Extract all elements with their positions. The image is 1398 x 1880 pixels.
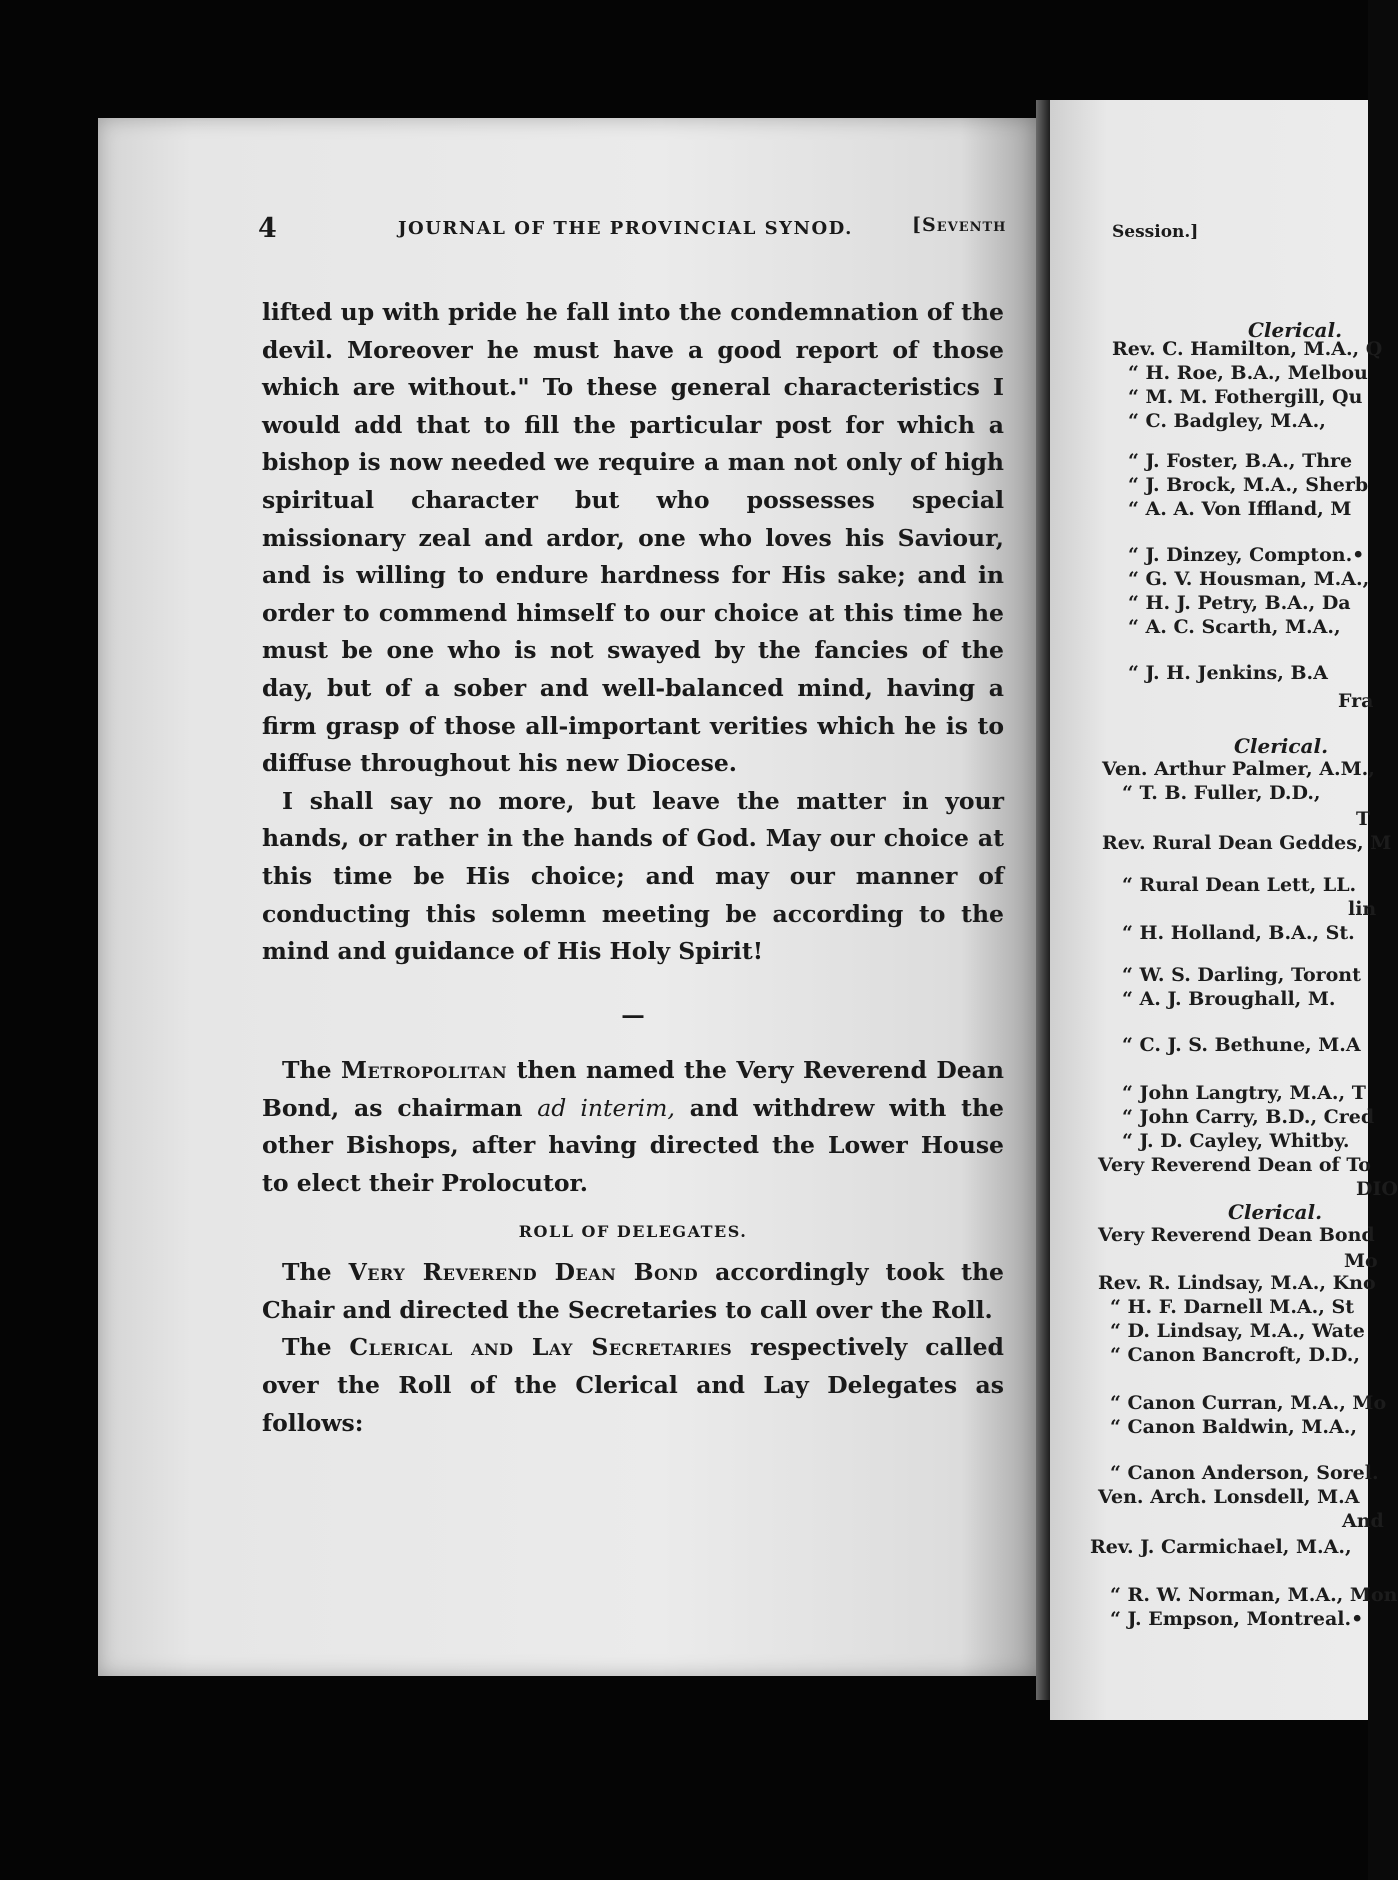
delegate-entry: “ T. B. Fuller, D.D.,: [1122, 782, 1321, 804]
delegate-entry: Ven. Arch. Lonsdell, M.A: [1098, 1486, 1360, 1508]
delegate-entry: Fra: [1338, 690, 1374, 712]
delegate-entry: “ A. A. Von Iffland, M: [1128, 498, 1352, 520]
delegate-entry: Rev. C. Hamilton, M.A., Q: [1112, 338, 1383, 360]
paragraph-dean: The Very Reverend Dean Bond accordingly took the Chair and directed the Secretaries to call over the Roll.: [262, 1258, 1004, 1324]
delegate-entry: “ Canon Anderson, Sorel.: [1110, 1462, 1379, 1484]
delegate-entry: Rev. R. Lindsay, M.A., Kno: [1098, 1272, 1376, 1294]
delegate-entry: Very Reverend Dean of To: [1098, 1154, 1371, 1176]
delegate-entry: lin: [1348, 898, 1377, 920]
delegate-entry: “ D. Lindsay, M.A., Wate: [1110, 1320, 1365, 1342]
delegate-entry: Rev. J. Carmichael, M.A.,: [1090, 1536, 1352, 1558]
delegate-entry: T: [1356, 808, 1371, 830]
delegate-entry: “ M. M. Fothergill, Qu: [1128, 386, 1363, 408]
delegate-entry: “ A. J. Broughall, M.: [1122, 988, 1336, 1010]
page-header: [158, 138, 1007, 244]
page-number: 4: [258, 213, 278, 244]
page-gutter: [1036, 100, 1050, 1700]
delegate-entry: “ J. Foster, B.A., Thre: [1128, 450, 1353, 472]
delegate-entry: Rev. Rural Dean Geddes, M: [1102, 832, 1392, 854]
delegate-entry: “ Canon Bancroft, D.D.,: [1110, 1344, 1360, 1366]
section-divider: —: [621, 1000, 645, 1029]
paragraph-closing: I shall say no more, but leave the matter in your hands, or rather in the hands of God. May our choice at this time be His choice; and may our manner of conducting this solemn meeting be according to the mind and guidance of His Holy Spirit!: [262, 786, 1004, 966]
delegate-entry: Very Reverend Dean Bond: [1098, 1224, 1375, 1246]
delegate-entry: DIO: [1356, 1178, 1398, 1200]
paragraph-continuation: lifted up with pride he fall into the condemnation of the devil. Moreover he must have a good report of those which are without." To these general characteristics I would add that to fill the particular post for which a bishop is now needed we require a man not only of high spiritual character but who possesses special missionary zeal and ardor, one who loves his Saviour, and is willing to endure hardness for His sake; and in order to commend himself to our choice at this time he must be one who is not swayed by the fancies of the day, but of a sober and well-balanced mind, having a firm grasp of those all-important verities which he is to diffuse throughout his new Diocese.: [262, 298, 1004, 778]
right-section-heading: Clerical.: [1234, 734, 1329, 758]
delegate-entry: “ Canon Baldwin, M.A.,: [1110, 1416, 1357, 1438]
right-session-label: Session.]: [1112, 222, 1199, 242]
paragraph-metropolitan: The Metropolitan then named the Very Reverend Dean Bond, as chairman ad interim, and withdrew with the other Bishops, after having directed the Lower House to elect their Prolocutor.: [262, 1056, 1004, 1198]
delegate-entry: “ C. Badgley, M.A.,: [1128, 410, 1326, 432]
delegate-entry: “ G. V. Housman, M.A.,: [1128, 568, 1370, 590]
delegate-entry: “ H. F. Darnell M.A., St: [1110, 1296, 1355, 1318]
delegate-entry: “ H. Holland, B.A., St.: [1122, 922, 1355, 944]
delegate-entry: “ J. Brock, M.A., Sherb: [1128, 474, 1369, 496]
delegate-entry: “ H. Roe, B.A., Melbou: [1128, 362, 1368, 384]
delegate-entry: “ J. D. Cayley, Whitby.: [1122, 1130, 1350, 1152]
delegate-entry: “ Rural Dean Lett, LL.: [1122, 874, 1357, 896]
delegate-entry: Ven. Arthur Palmer, A.M.,: [1102, 758, 1375, 780]
body-text: [262, 294, 1004, 1442]
delegate-entry: And: [1342, 1510, 1384, 1532]
delegate-entry: “ J. H. Jenkins, B.A: [1128, 662, 1328, 684]
running-title: JOURNAL OF THE PROVINCIAL SYNOD.: [398, 218, 853, 239]
delegate-entry: “ C. J. S. Bethune, M.A: [1122, 1034, 1361, 1056]
paragraph-secretaries: The Clerical and Lay Secretaries respectively called over the Roll of the Clerical and Lay Delegates as follows:: [262, 1333, 1004, 1437]
roll-heading: ROLL OF DELEGATES.: [518, 1221, 748, 1241]
delegate-entry: “ A. C. Scarth, M.A.,: [1128, 616, 1341, 638]
session-label: [Seventh: [912, 214, 1007, 236]
delegate-entry: “ J. Empson, Montreal.•: [1110, 1608, 1364, 1630]
right-section-heading: Clerical.: [1228, 1200, 1323, 1224]
delegate-entry: “ H. J. Petry, B.A., Da: [1128, 592, 1351, 614]
delegate-entry: “ W. S. Darling, Toront: [1122, 964, 1361, 986]
delegate-entry: “ Canon Curran, M.A., Mo: [1110, 1392, 1387, 1414]
delegate-entry: Mo: [1344, 1250, 1378, 1272]
delegate-entry: “ R. W. Norman, M.A., Mon: [1110, 1584, 1398, 1606]
delegate-entry: “ J. Dinzey, Compton.•: [1128, 544, 1365, 566]
right-section-heading: Clerical.: [1248, 318, 1343, 342]
delegate-entry: “ John Carry, B.D., Cred: [1122, 1106, 1375, 1128]
delegate-entry: “ John Langtry, M.A., T: [1122, 1082, 1366, 1104]
